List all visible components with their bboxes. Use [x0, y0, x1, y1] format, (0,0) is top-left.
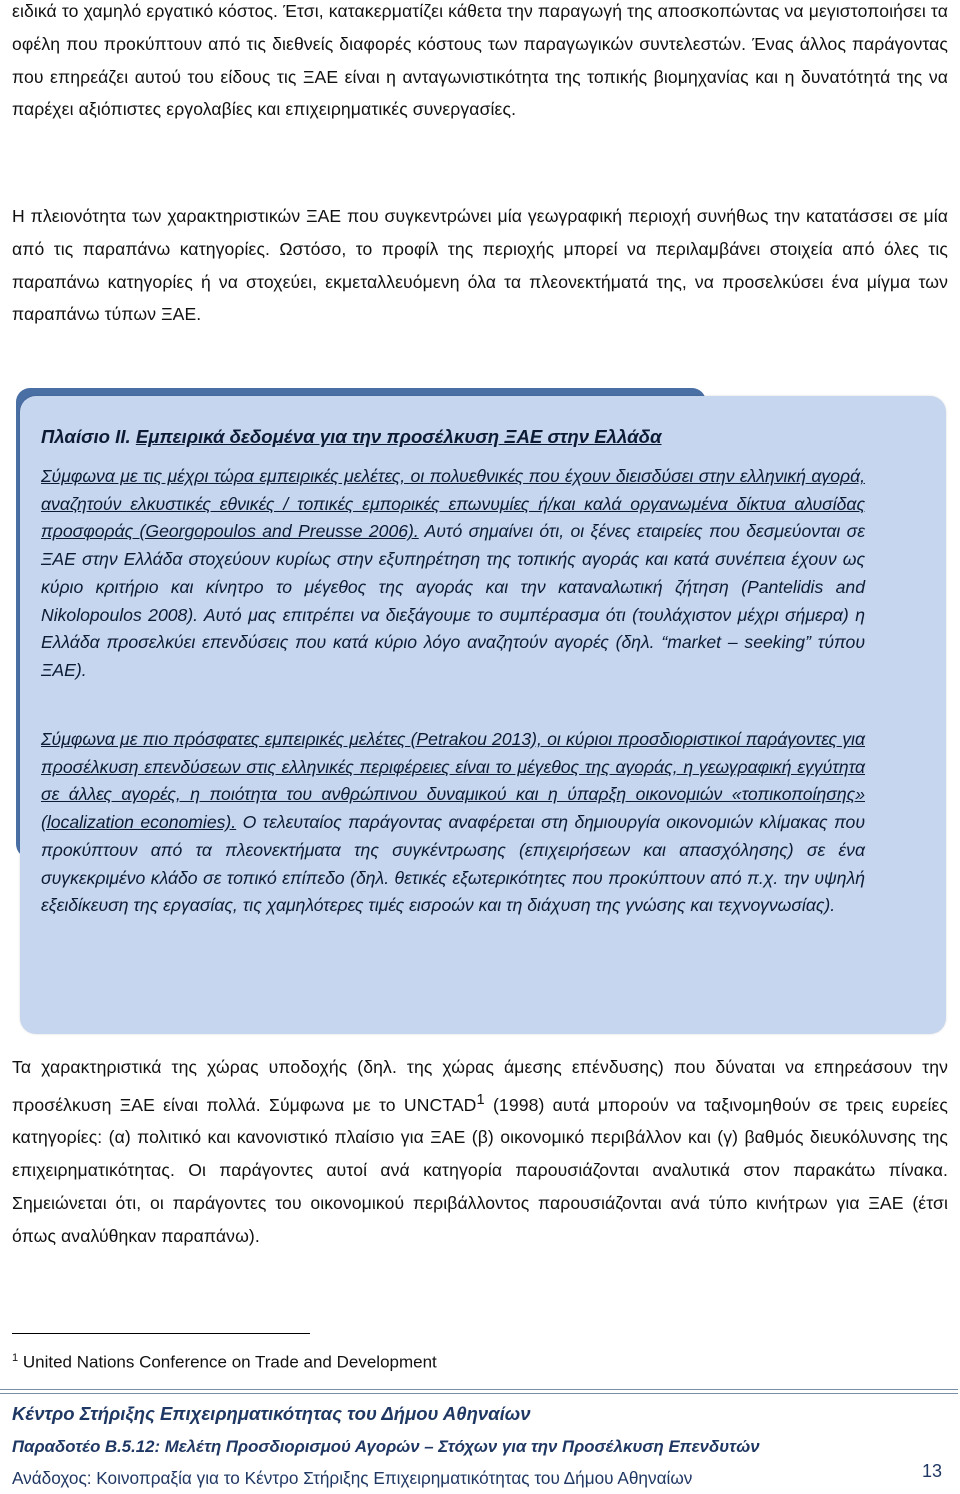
box-paragraph-2 — [41, 726, 865, 920]
box-title-main: Εμπειρικά δεδομένα για την προσέλκυση ΞΑΕ στην Ελλάδα — [135, 426, 662, 447]
box-title — [41, 423, 662, 451]
footer-contractor: Ανάδοχος: Κοινοπραξία για το Κέντρο Στήριξης Επιχειρηματικότητας του Δήμου Αθηναίων — [12, 1468, 693, 1488]
footer-deliverable: Παραδοτέο Β.5.12: Μελέτη Προσδιορισμού Αγορών – Στόχων για την Προσέλκυση Επενδυτών — [12, 1437, 760, 1456]
footnote-text: United Nations Conference on Trade and Development — [18, 1352, 437, 1372]
footer-organization: Κέντρο Στήριξης Επιχειρηματικότητας του Δήμου Αθηναίων — [12, 1403, 531, 1424]
paragraph-fdi-profile: Η πλειονότητα των χαρακτηριστικών ΞΑΕ που συγκεντρώνει μία γεωγραφική περιοχή συνήθως την κατατάσσει σε μία από τις παραπάνω κατηγορίες. Ωστόσο, το προφίλ της περιοχής μπορεί να περιλαμβάνει στοιχεία από όλες τις παραπάνω κατηγορίες ή να στοχεύει, εκμεταλλευόμενη όλα τα πλεονεκτήματά της, να προσελκύσει ένα μίγμα των παραπάνω τύπων ΞΑΕ. — [12, 206, 948, 325]
footnote-marker: 1 — [12, 1352, 19, 1364]
paragraph-host-country-part1: Τα χαρακτηριστικά της χώρας υποδοχής (δηλ. της χώρας άμεσης επένδυσης) που δύναται να επηρεάσουν την προσέλκυση ΞΑΕ είναι πολλά. Σύμφωνα με το UNCTAD — [12, 1057, 948, 1115]
box-paragraph-2-underlined: Σύμφωνα με πιο πρόσφατες εμπειρικές μελέτες (Petrakou 2013), οι κύριοι προσδιοριστικοί παράγοντες για προσέλκυση επενδύσεων στις ελληνικές περιφέρειες είναι το μέγεθος της αγοράς, η γεωγραφική εγγύτητα σε άλλες αγορές, η ποιότητα του ανθρώπινου δυναμικού και η ύπαρξη οικονομιών «τοπικοποίησης» (localization economies). — [41, 729, 865, 833]
page-number: 13 — [922, 1461, 943, 1481]
box-paragraph-2-rest: Ο τελευταίος παράγοντας αναφέρεται στη δημιουργία οικονομιών κλίμακας που προκύπτουν από τα πλεονεκτήματα της συγκέντρωσης (επιχειρήσεων και απασχόλησης) σε ένα συγκεκριμένο κλάδο σε τοπικό επίπεδο (δηλ. θετικές εξωτερικότητες που προκύπτουν από π.χ. την υψηλή εξειδίκευση της εργασίας, τις χαμηλότερες τιμές εισροών και τη διάχυση της γνώσης και τεχνογνωσίας). — [41, 812, 865, 916]
footnote-separator — [12, 1333, 310, 1334]
paragraph-host-country-part2: (1998) αυτά μπορούν να ταξινομηθούν σε τρεις ευρείες κατηγορίες: (α) πολιτικό και κανονιστικό πλαίσιο για ΞΑΕ (β) οικονομικό περιβάλλον και (γ) βαθμός διευκόλυνσης της επιχειρηματικότητας. Οι παράγοντες αυτοί ανά κατηγορία παρουσιάζονται αναλυτικά στον παρακάτω πίνακα. Σημειώνεται ότι, οι παράγοντες του οικονομικού περιβάλλοντος παρουσιάζονται ανά τύπο κινήτρων για ΞΑΕ (έτσι όπως αναλύθηκαν παραπάνω). — [12, 1094, 948, 1246]
paragraph-host-country — [12, 1051, 948, 1253]
footnote-reference[interactable]: 1 — [476, 1091, 485, 1108]
footnote — [12, 1346, 437, 1375]
paragraph-top: ειδικά το χαμηλό εργατικό κόστος. Έτσι, κατακερματίζει κάθετα την παραγωγή της αποσκοπώντας να μεγιστοποιήσει τα οφέλη που προκύπτουν από τις διεθνείς διαφορές κόστους των παραγωγικών συντελεστών. Ένας άλλος παράγοντας που επηρεάζει αυτού του είδους τις ΞΑΕ είναι η ανταγωνιστικότητα της τοπικής βιομηχανίας και η δυνατότητά της να παρέχει αξιόπιστες εργολαβίες και επιχειρηματικές συνεργασίες. — [12, 1, 948, 120]
box-paragraph-1-underlined: Σύμφωνα με τις μέχρι τώρα εμπειρικές μελέτες, οι πολυεθνικές που έχουν διεισδύσει στην ελληνική αγορά, αναζητούν ελκυστικές εθνικές / τοπικές εμπορικές επωνυμίες ή/και καλά οργανωμένα δίκτυα αλυσίδας προσφοράς (Georgopoulos and Preusse 2006). — [41, 466, 865, 542]
box-paragraph-1 — [41, 463, 865, 685]
box-title-prefix: Πλαίσιο ΙΙ. — [41, 426, 131, 447]
footer-divider — [0, 1389, 958, 1394]
box-paragraph-1-rest: Αυτό σημαίνει ότι, οι ξένες εταιρείες που δεσμεύονται σε ΞΑΕ στην Ελλάδα στοχεύουν κυρίως στην εξυπηρέτηση της τοπικής αγοράς και κατά συνέπεια έχουν ως κύριο κριτήριο και κίνητρο το μέγεθος της αγοράς και την καταναλωτική ζήτηση (Pantelidis and Nikolopoulos 2008). Αυτό μας επιτρέπει να διεξάγουμε το συμπέρασμα ότι (τουλάχιστον μέχρι σήμερα) η Ελλάδα προσελκύει επενδύσεις που κατά κύριο λόγο αναζητούν αγορές (δηλ. “market – seeking” τύπου ΞΑΕ). — [41, 521, 865, 680]
